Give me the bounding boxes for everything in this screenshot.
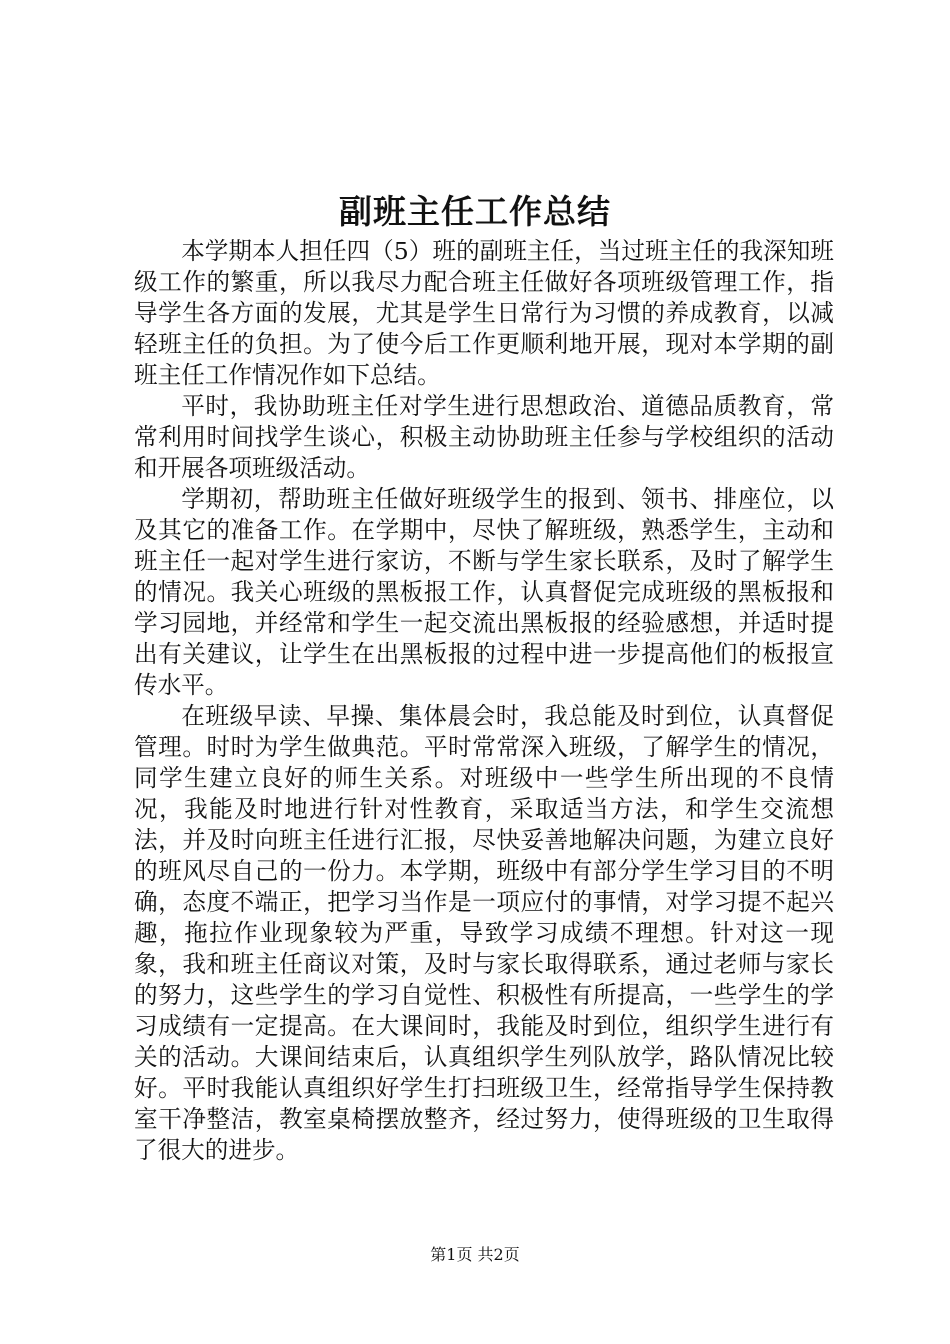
paragraph-1: 本学期本人担任四（5）班的副班主任，当过班主任的我深知班级工作的繁重，所以我尽力配合班主任做好各项班级管理工作，指导学生各方面的发展，尤其是学生日常行为习惯的养成教育，以减轻班主任的负担。为了使今后工作更顺利地开展，现对本学期的副班主任工作情况作如下总结。: [134, 237, 834, 389]
document-title: 副班主任工作总结: [339, 192, 611, 231]
paragraph-2: 平时，我协助班主任对学生进行思想政治、道德品质教育，常常利用时间找学生谈心，积极主动协助班主任参与学校组织的活动和开展各项班级活动。: [134, 392, 834, 482]
document-body: [134, 236, 834, 1166]
page-number-footer: 第1页 共2页: [430, 1245, 520, 1264]
paragraph-3: 学期初，帮助班主任做好班级学生的报到、领书、排座位，以及其它的准备工作。在学期中，尽快了解班级，熟悉学生，主动和班主任一起对学生进行家访，不断与学生家长联系，及时了解学生的情况。我关心班级的黑板报工作，认真督促完成班级的黑板报和学习园地，并经常和学生一起交流出黑板报的经验感想，并适时提出有关建议，让学生在出黑板报的过程中进一步提高他们的板报宣传水平。: [134, 485, 834, 699]
paragraph-4: 在班级早读、早操、集体晨会时，我总能及时到位，认真督促管理。时时为学生做典范。平时常常深入班级，了解学生的情况，同学生建立良好的师生关系。对班级中一些学生所出现的不良情况，我能及时地进行针对性教育，采取适当方法，和学生交流想法，并及时向班主任进行汇报，尽快妥善地解决问题，为建立良好的班风尽自己的一份力。本学期，班级中有部分学生学习目的不明确，态度不端正，把学习当作是一项应付的事情，对学习提不起兴趣，拖拉作业现象较为严重，导致学习成绩不理想。针对这一现象，我和班主任商议对策，及时与家长取得联系，通过老师与家长的努力，这些学生的学习自觉性、积极性有所提高，一些学生的学习成绩有一定提高。在大课间时，我能及时到位，组织学生进行有关的活动。大课间结束后，认真组织学生列队放学，路队情况比较好。平时我能认真组织好学生打扫班级卫生，经常指导学生保持教室干净整洁，教室桌椅摆放整齐，经过努力，使得班级的卫生取得了很大的进步。: [134, 702, 834, 1164]
